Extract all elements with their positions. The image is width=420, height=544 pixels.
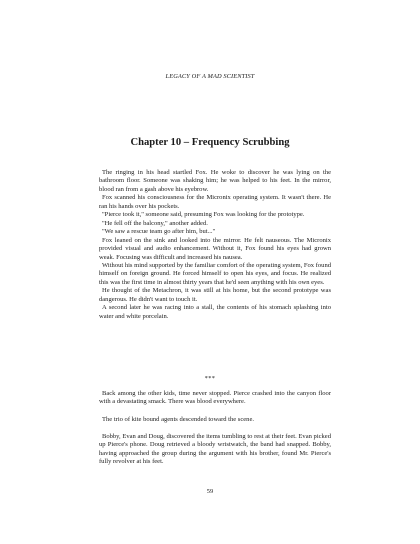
paragraph: Fox scanned his consciousness for the Micronix operating system. It wasn't there. He ran his hands over his pockets. xyxy=(99,194,331,210)
paragraph: "We saw a rescue team go after him, but..." xyxy=(102,228,216,236)
paragraph: Fox leaned on the sink and looked into the mirror. He felt nauseous. The Micronix provided visual and audio enhancement. Without it, Fox found his eyes had grown weak. Focusing was difficult and increased his nausea. xyxy=(99,236,331,261)
paragraph: Bobby, Evan and Doug, discovered the items tumbling to rest at their feet. Evan picked up Pierce's phone. Doug retrieved a bloody wristwatch, the band had snapped. Bobby, having approached the group during the argument with his brother, found Mr. Pierce's fully revolver at his feet. xyxy=(99,433,331,466)
scene-break: *** xyxy=(204,375,216,382)
body-text-section-2 xyxy=(99,390,331,407)
paragraph: Back among the other kids, time never stopped. Pierce crashed into the canyon floor with a devastating smack. There was blood everywhere. xyxy=(99,390,331,406)
paragraph: A second later he was racing into a stall, the contents of his stomach splashing into water and white porcelain. xyxy=(99,304,331,320)
paragraph: "Pierce took it," someone said, presuming Fox was looking for the prototype. xyxy=(102,211,305,219)
paragraph: Without his mind supported by the familiar comfort of the operating system, Fox found himself on foreign ground. He forced himself to open his eyes, and focus. He realized this was the first time in almost thirty years that he'd seen anything with his own eyes. xyxy=(99,261,331,286)
body-text-section-3 xyxy=(99,416,331,424)
paragraph: "He fell off the balcony," another added. xyxy=(102,219,208,227)
body-text-section-1 xyxy=(99,169,331,321)
page-number: 59 xyxy=(206,488,214,495)
chapter-title: Chapter 10 – Frequency Scrubbing xyxy=(130,137,290,148)
running-head: LEGACY OF A MAD SCIENTIST xyxy=(165,73,255,80)
paragraph: The ringing in his head startled Fox. He woke to discover he was lying on the bathroom floor. Someone was shaking him; he was helped to his feet. In the mirror, blood ran from a gash above his eyebrow. xyxy=(99,169,331,193)
body-text-section-4 xyxy=(99,433,331,467)
paragraph: He thought of the Metachron, it was still at his home, but the second prototype was dangerous. He didn't want to touch it. xyxy=(99,287,331,303)
paragraph: The trio of kite bound agents descended toward the scene. xyxy=(102,416,254,423)
